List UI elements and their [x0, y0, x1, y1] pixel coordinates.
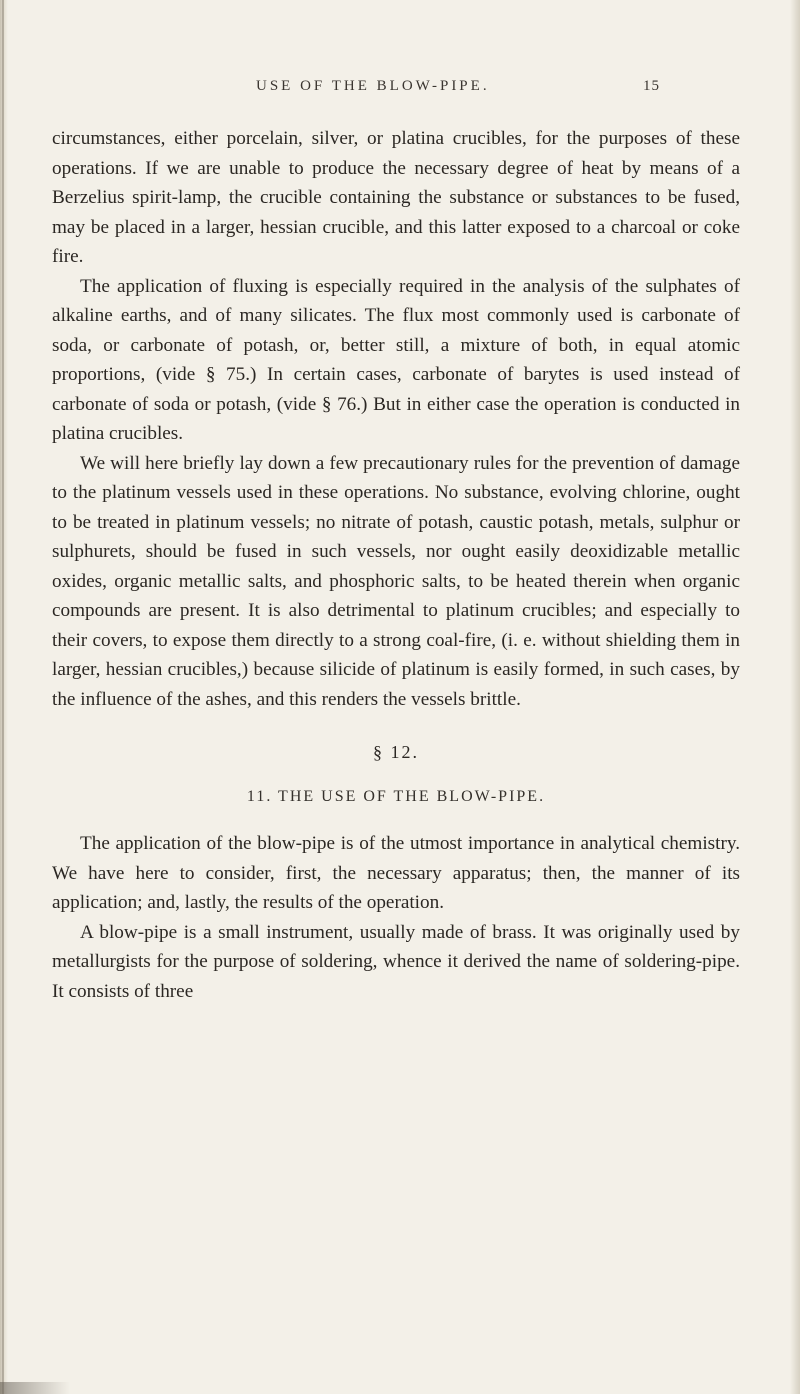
paragraph-fluxing: The application of fluxing is especially required in the analysis of the sulphates of alkaline earths, and of many silicates. The flux most commonly used is carbonate of soda, or carbonate of potash, or, better still, a mixture of both, in equal atomic proportions, (vide § 75.) In certain cases, carbonate of barytes is used instead of carbonate of soda or potash, (vide § 76.) But in either case the operation is conducted in platina crucibles.: [52, 275, 740, 444]
running-title: USE OF THE BLOW-PIPE.: [256, 78, 490, 94]
paragraph-blowpipe-intro: The application of the blow-pipe is of the utmost importance in analytical chemistry. We have here to consider, first, the necessary apparatus; then, the manner of its application; and, lastly, the results of the operation.: [52, 833, 740, 913]
page-body: [52, 124, 740, 1006]
page-number: 15: [643, 78, 660, 94]
section-heading: 11. THE USE OF THE BLOW-PIPE.: [246, 787, 546, 805]
paragraph-continuation: circumstances, either porcelain, silver, or platina crucibles, for the purposes of these operations. If we are unable to produce the necessary degree of heat by means of a Berzelius spirit-lamp, the crucible containing the substance or substances to be fused, may be placed in a larger, hessian crucible, and this latter exposed to a charcoal or coke fire.: [52, 128, 740, 267]
section-number: § 12.: [373, 742, 419, 762]
paragraph-precautions: We will here briefly lay down a few precautionary rules for the prevention of damage to the platinum vessels used in these operations. No substance, evolving chlorine, ought to be treated in platinum vessels; no nitrate of potash, caustic potash, metals, sulphur or sulphurets, should be fused in such vessels, nor ought easily deoxidizable metallic oxides, organic metallic salts, and phosphoric salts, to be heated therein when organic compounds are present. It is also detrimental to platinum crucibles; and especially to their covers, to expose them directly to a strong coal-fire, (i. e. without shielding them in larger, hessian crucibles,) because silicide of platinum is easily formed, in such cases, by the influence of the ashes, and this renders the vessels brittle.: [52, 452, 740, 710]
page-right-edge: [790, 0, 800, 1394]
binding-line: [2, 0, 4, 1394]
bottom-corner-shadow: [0, 1382, 70, 1394]
paragraph-blowpipe-description: A blow-pipe is a small instrument, usually made of brass. It was originally used by metallurgists for the purpose of soldering, whence it derived the name of soldering-pipe. It consists of three: [52, 921, 740, 1002]
